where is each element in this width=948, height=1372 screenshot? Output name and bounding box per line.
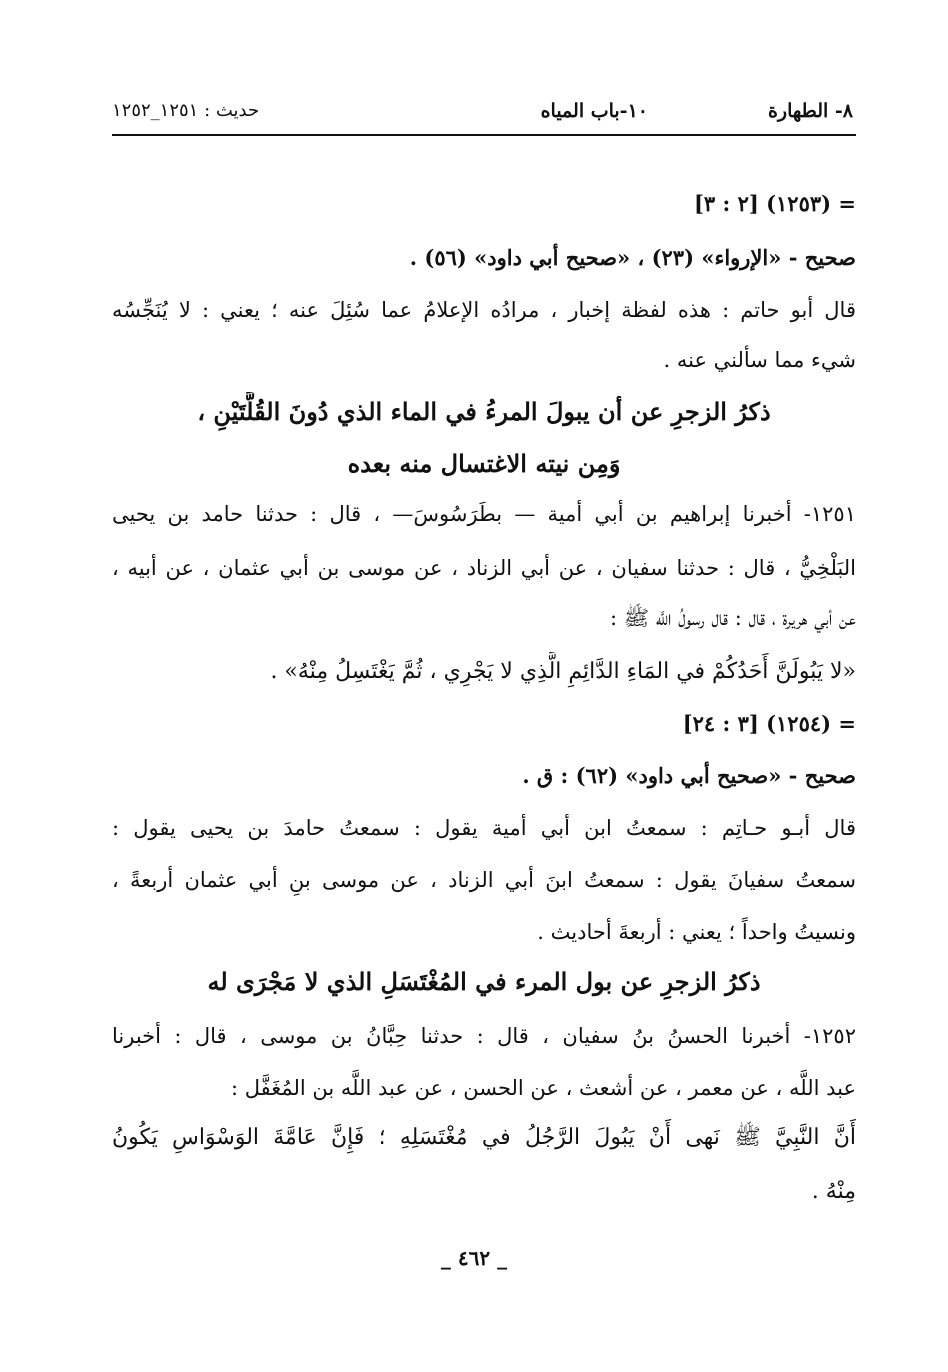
commentary-line-1: قال أبو حاتم : هذه لفظة إخبار ، مرادُه الإعلامُ عما سُئِلَ عنه ؛ يعني : لا يُنَجِّسُه — [112, 298, 856, 322]
hadith-reference-1254: = (١٢٥٤) [٣ : ٢٤] — [682, 711, 856, 736]
hadith-1252-text-line-2: مِنْهُ . — [811, 1179, 856, 1204]
chapter-title-1-line-2: وَمِن نيته الاغتسال منه بعده — [347, 449, 621, 478]
section-header: ١٠-باب المياه — [540, 100, 648, 122]
chapter-header: ٨- الطهارة — [767, 100, 853, 122]
commentary-line-5: ونسيتُ واحداً ؛ يعني : أربعةَ أحاديث . — [537, 920, 856, 944]
hadith-1252-line-1: ١٢٥٢- أخبرنا الحسنُ بنُ سفيان ، قال : حدثنا حِبَّانُ بن موسى ، قال : أخبرنا — [112, 1024, 856, 1048]
hadith-1252-line-2: عبد اللَّه ، عن معمر ، عن أشعث ، عن الحسن ، عن عبد اللَّه بن المُغَفَّل : — [230, 1076, 856, 1100]
hadith-reference-1253: = (١٢٥٣) [٢ : ٣] — [693, 191, 856, 216]
hadith-1252-text-line-1: أَنَّ النَّبِيَّ ﷺ نَهى أَنْ يَبُولَ الرَّجُلُ في مُغْتَسَلِهِ ؛ فَإِنَّ عَامَّةَ الوَسْوَاسِ يَكُونُ — [112, 1125, 856, 1150]
commentary-line-3: قال أبـو حـاتِم : سمعتُ ابن أبي أمية يقول : سمعتُ حامدَ بن يحيى يقول : — [112, 816, 856, 840]
grading-line-2: صحيح - «صحيح أبي داود» (٦٢) : ق . — [522, 763, 856, 788]
hadith-1251-text: «لا يَبُولَنَّ أَحَدُكُمْ في المَاءِ الدَّائِمِ الَّذِي لا يَجْرِي ، ثُمَّ يَغْتَسِلُ مِنْهُ» . — [270, 659, 856, 684]
hadith-1251-line-2: البَلْخِيُّ ، قال : حدثنا سفيان ، عن أبي الزناد ، عن موسى بن أبي عثمان ، عن أبيه ، — [112, 556, 856, 580]
commentary-line-2: شيء مما سألني عنه . — [663, 348, 856, 372]
hadith-range-header: حديث : ١٢٥١_١٢٥٢ — [112, 100, 260, 121]
hadith-1251-line-3: عن أبي هريرة ، قال : قال رسولُ اللَّه ﷺ : — [609, 606, 856, 630]
chapter-title-1-line-1: ذكرُ الزجرِ عن أن يبولَ المرءُ في الماء الذي دُونَ القُلَّتَيْنِ ، — [197, 397, 771, 426]
header-rule — [112, 134, 856, 136]
hadith-1251-line-1: ١٢٥١- أخبرنا إبراهيم بن أبي أمية — بطَرَسُوسَ— ، قال : حدثنا حامد بن يحيى — [112, 502, 856, 526]
grading-line-1: صحيح - «الإرواء» (٢٣) ، «صحيح أبي داود» (٥٦) . — [409, 245, 856, 270]
page-number: _ ٤٦٢ _ — [440, 1246, 508, 1270]
commentary-line-4: سمعتُ سفيانَ يقول : سمعتُ ابنَ أبي الزناد ، عن موسى بنِ أبي عثمان أربعةً ، — [112, 868, 856, 892]
chapter-title-2: ذكرُ الزجرِ عن بول المرء في المُغْتَسَلِ الذي لا مَجْرَى له — [207, 967, 761, 996]
